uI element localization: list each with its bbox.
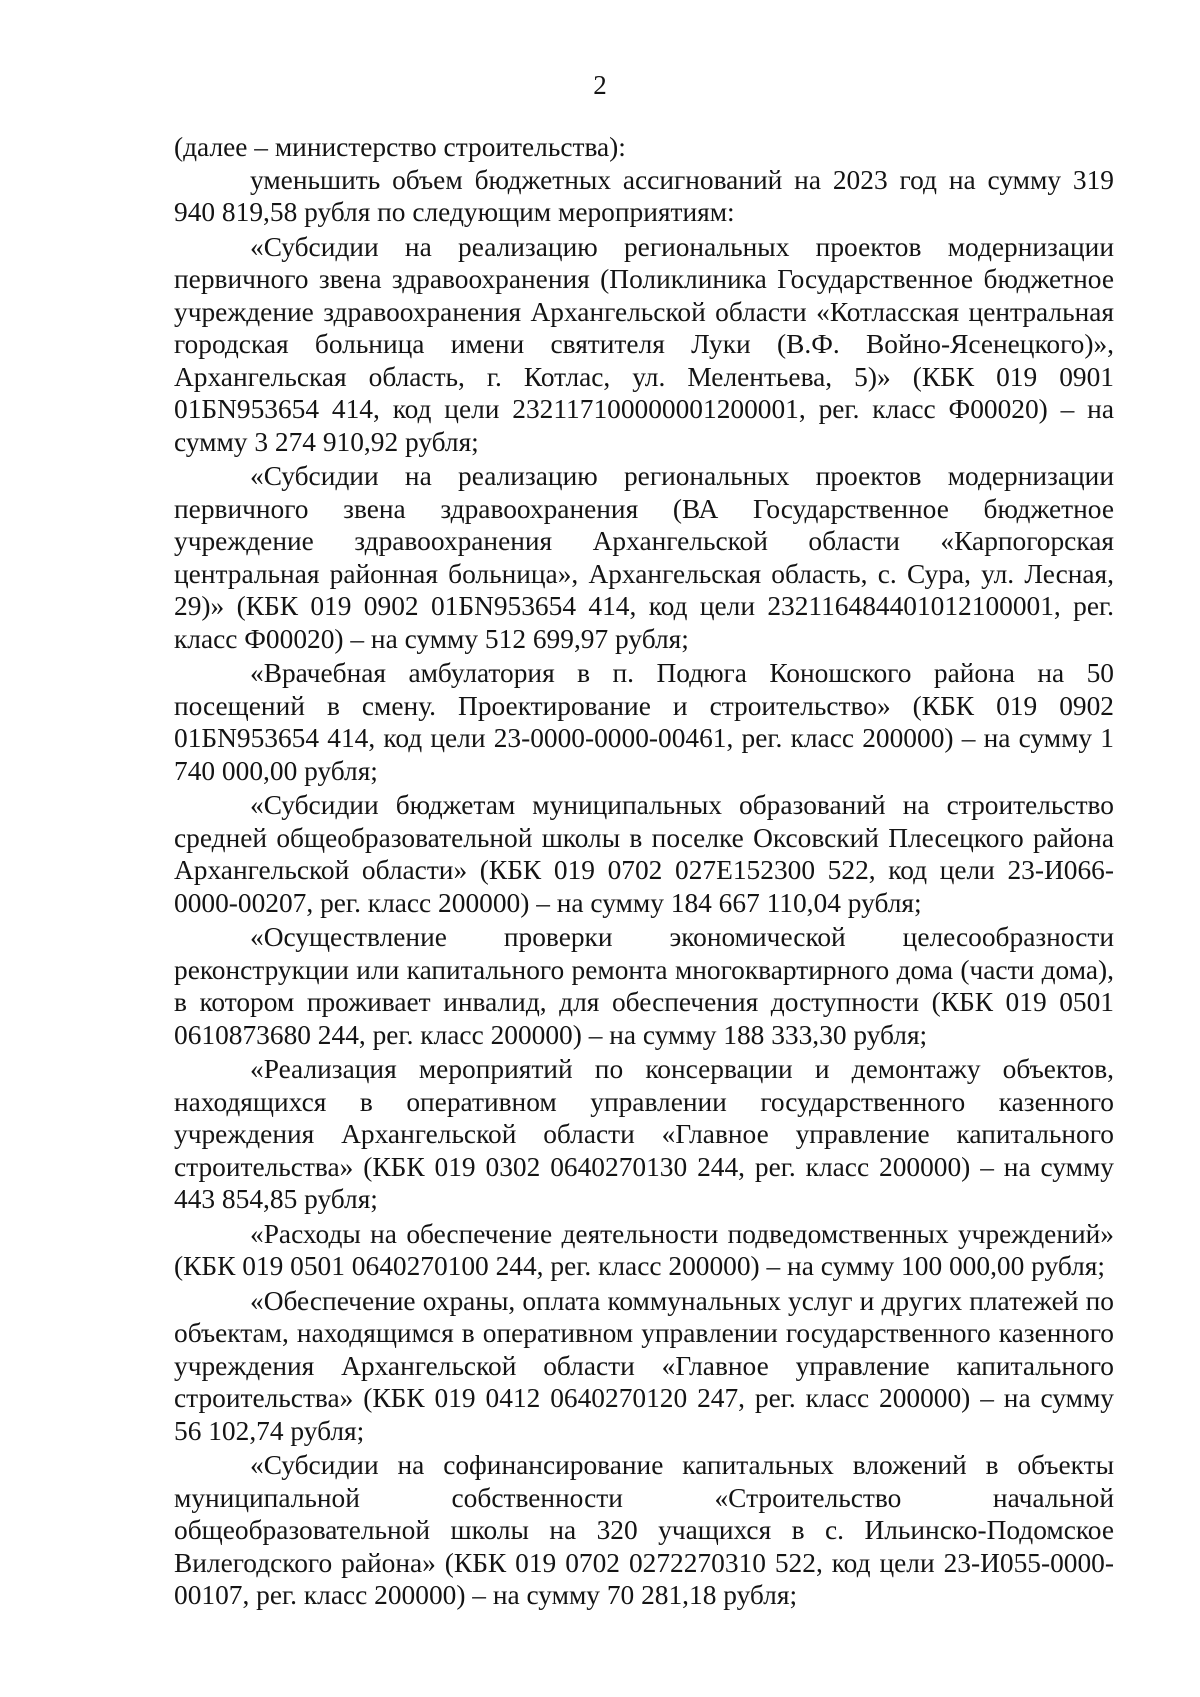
- paragraph-continuation: (далее – министерство строительства):: [174, 132, 626, 162]
- paragraph-budget-reduction: уменьшить объем бюджетных ассигнований на 2023 год на сумму 319 940 819,58 рубля по следующим мероприятиям:: [174, 164, 1114, 227]
- paragraph-conservation-demolition: «Реализация мероприятий по консервации и демонтажу объектов, находящихся в оперативном управлении государственного казенного учреждения Архангельской области «Главное управление капитального строительства» (КБК 019 0302 0640270130 244, рег. класс 200000) – на сумму 443 854,85 рубля;: [174, 1054, 1114, 1214]
- paragraph-oksovsky-school: «Субсидии бюджетам муниципальных образований на строительство средней общеобразовательной школы в поселке Оксовский Плесецкого района Архангельской области» (КБК 019 0702 027E152300 522, код цели 23-И066-0000-00207, рег. класс 200000) – на сумму 184 667 110,04 рубля;: [174, 790, 1114, 918]
- paragraph-accessibility-check: «Осуществление проверки экономической целесообразности реконструкции или капитального ремонта многоквартирного дома (части дома), в котором проживает инвалид, для обеспечения доступности (КБК 019 0501 0610873680 244, рег. класс 200000) – на сумму 188 333,30 рубля;: [174, 922, 1114, 1050]
- paragraph-karpogory-hospital: «Субсидии на реализацию региональных проектов модернизации первичного звена здравоохранения (ВА Государственное бюджетное учреждение здравоохранения Архангельской области «Карпогорская центральная районная больница», Архангельская область, с. Сура, ул. Лесная, 29)» (КБК 019 0902 01БN953654 414, код цели 232116484401012100001, рег. класс Ф00020) – на сумму 512 699,97 рубля;: [174, 461, 1114, 654]
- paragraph-kotlas-polyclinic: «Субсидии на реализацию региональных проектов модернизации первичного звена здравоохранения (Поликлиника Государственное бюджетное учреждение здравоохранения Архангельской области «Котласская центральная городская больница имени святителя Луки (В.Ф. Войно-Ясенецкого)», Архангельская область, г. Котлас, ул. Мелентьева, 5)» (КБК 019 0901 01БN953654 414, код цели 232117100000001200001, рег. класс Ф00020) – на сумму 3 274 910,92 рубля;: [174, 231, 1114, 457]
- paragraph-podyuga-ambulatory: «Врачебная амбулатория в п. Подюга Коношского района на 50 посещений в смену. Проектирование и строительство» (КБК 019 0902 01БN953654 414, код цели 23-0000-0000-00461, рег. класс 200000) – на сумму 1 740 000,00 рубля;: [174, 658, 1114, 786]
- document-body: [174, 131, 1114, 1612]
- paragraph-security-utilities: «Обеспечение охраны, оплата коммунальных услуг и других платежей по объектам, находящимся в оперативном управлении государственного казенного учреждения Архангельской области «Главное управление капитального строительства» (КБК 019 0412 0640270120 247, рег. класс 200000) – на сумму 56 102,74 рубля;: [174, 1285, 1114, 1446]
- paragraph-ilinsko-podomskoe-school: «Субсидии на софинансирование капитальных вложений в объекты муниципальной собственности «Строительство начальной общеобразовательной школы на 320 учащихся в с. Ильинско-Подомское Вилегодского района» (КБК 019 0702 0272270310 522, код цели 23-И055-0000-00107, рег. класс 200000) – на сумму 70 281,18 рубля;: [174, 1450, 1114, 1610]
- page-number: 2: [593, 70, 607, 100]
- paragraph-subordinate-expenses: «Расходы на обеспечение деятельности подведомственных учреждений» (КБК 019 0501 0640270100 244, рег. класс 200000) – на сумму 100 000,00 рубля;: [174, 1218, 1114, 1281]
